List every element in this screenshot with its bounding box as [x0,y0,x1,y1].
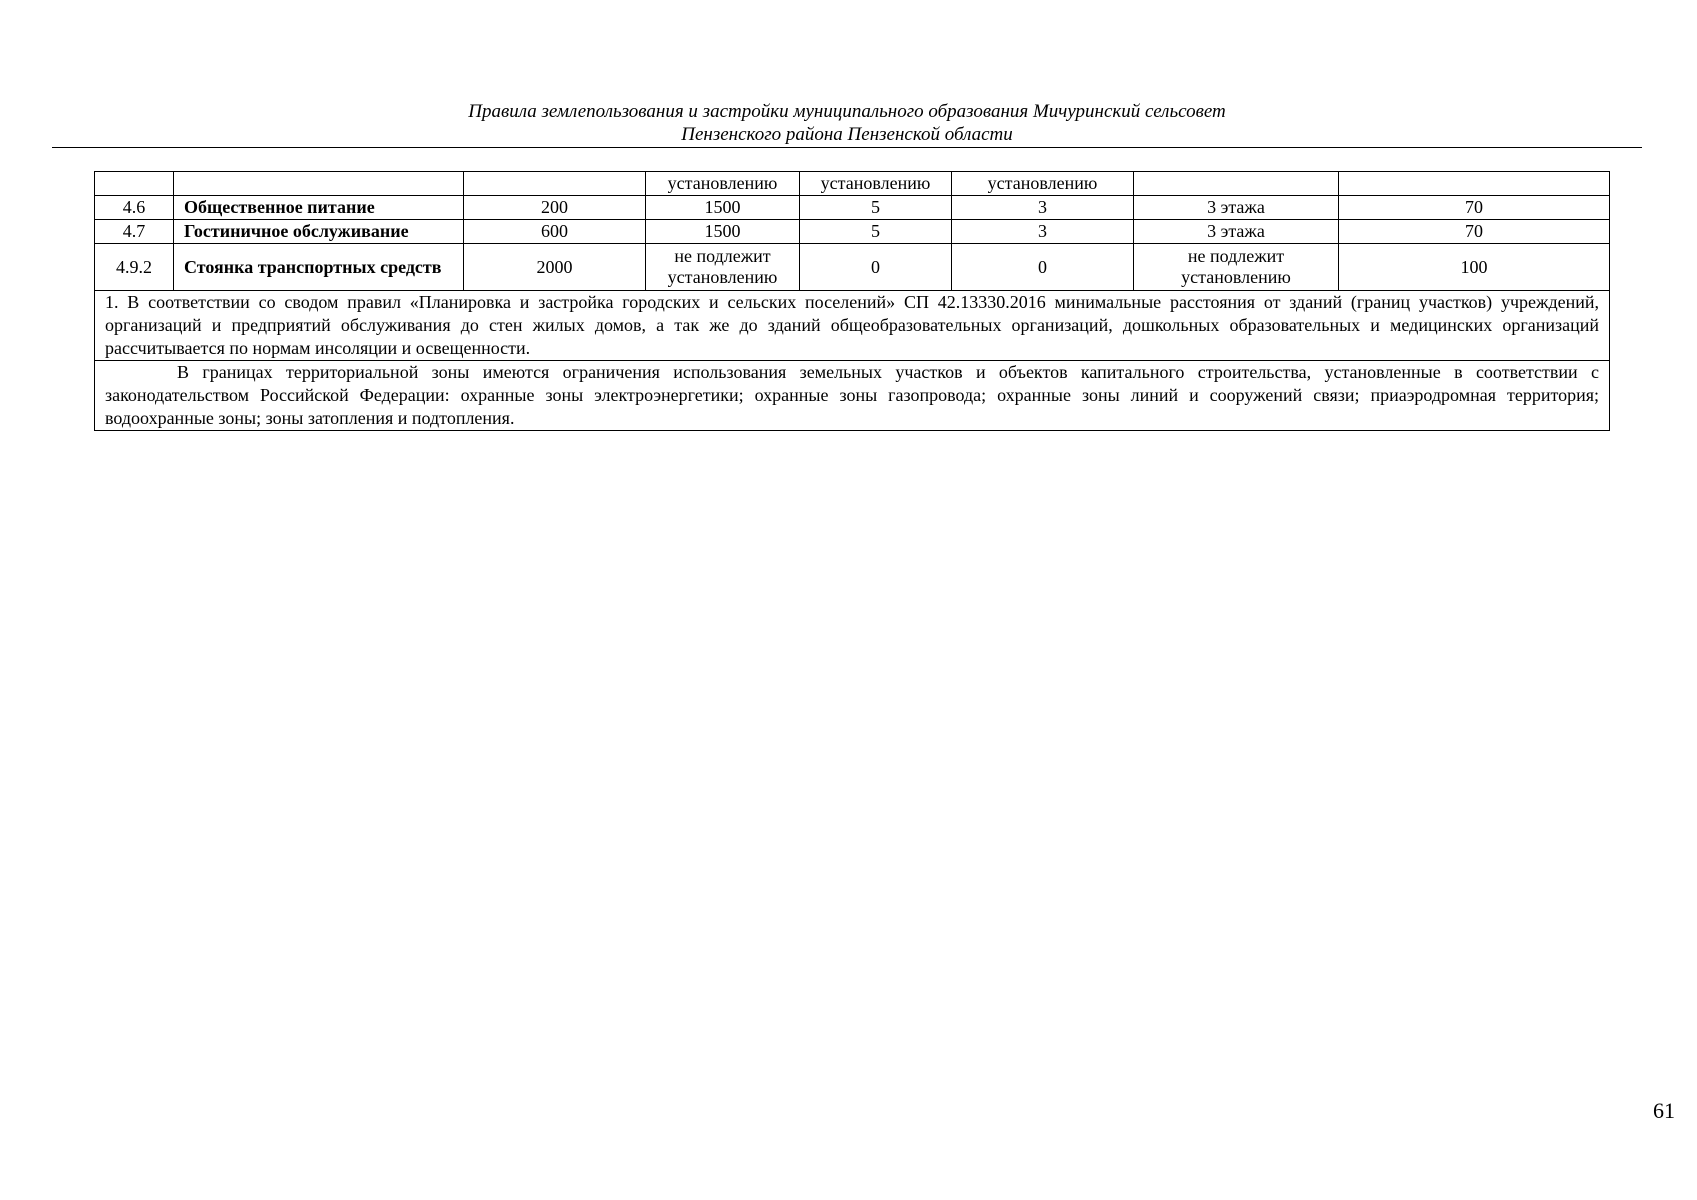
header-line-1: Правила землепользования и застройки муниципального образования Мичуринский сельсовет [468,101,1226,122]
row-code: 4.6 [95,196,174,220]
table-cell: 200 [464,196,646,220]
parameters-table [94,171,1610,431]
table-row [95,244,1610,291]
table-cell: 5 [800,196,952,220]
table-row-continuation [95,172,1610,196]
header-line-2: Пензенского района Пензенской области [681,124,1013,145]
table-row [95,196,1610,220]
table-cell: 1500 [646,196,800,220]
table-cell [95,172,174,196]
table-cell [1134,244,1339,291]
table-note-row [95,291,1610,361]
row-code: 4.7 [95,220,174,244]
row-name: Гостиничное обслуживание [174,220,464,244]
table-cell: 3 [952,196,1134,220]
table-cell: 0 [800,244,952,291]
header-rule [52,147,1642,148]
table-cell: 100 [1339,244,1610,291]
row-code: 4.9.2 [95,244,174,291]
table-cell: 1500 [646,220,800,244]
table-cell: 3 этажа [1134,196,1339,220]
table-row [95,220,1610,244]
table-cell: 70 [1339,220,1610,244]
table-cell: установлению [646,172,800,196]
page-number: 61 [1653,1098,1675,1123]
table-cell: установлению [952,172,1134,196]
table-note-2-cell [95,361,1610,431]
table-note-1: 1. В соответствии со сводом правил «Планировка и застройка городских и сельских поселений» СП 42.13330.2016 минимальные расстояния от зданий (границ участков) учреждений, организаций и предприятий обслуживания до стен жилых домов, а так же до зданий общеобразовательных организаций, дошкольных образовательных и медицинских организаций рассчитывается по нормам инсоляции и освещенности. [95,291,1610,361]
row-name: Стоянка транспортных средств [174,244,464,291]
table-cell: 3 [952,220,1134,244]
cell-line: не подлежит [1187,246,1285,266]
table-cell: 3 этажа [1134,220,1339,244]
table-cell: 600 [464,220,646,244]
cell-line: установлению [1181,267,1291,287]
row-name: Общественное питание [174,196,464,220]
table-note-2: В границах территориальной зоны имеются ограничения использования земельных участков и объектов капитального строительства, установленные в соответствии с законодательством Российской Федерации: охранные зоны электроэнергетики; охранные зоны газопровода; охранные зоны линий и сооружений связи; приаэродромная территория; водоохранные зоны; зоны затопления и подтопления. [105,362,1599,428]
cell-line: не подлежит [674,246,771,266]
table-cell: 0 [952,244,1134,291]
table-cell [464,172,646,196]
table-cell: 2000 [464,244,646,291]
document-header [52,100,1642,146]
table-cell: 70 [1339,196,1610,220]
table-cell [1339,172,1610,196]
table-note-row [95,361,1610,431]
table-cell [646,244,800,291]
table-cell [1134,172,1339,196]
table-cell: установлению [800,172,952,196]
table-cell: 5 [800,220,952,244]
cell-line: установлению [667,267,778,287]
table-cell [174,172,464,196]
